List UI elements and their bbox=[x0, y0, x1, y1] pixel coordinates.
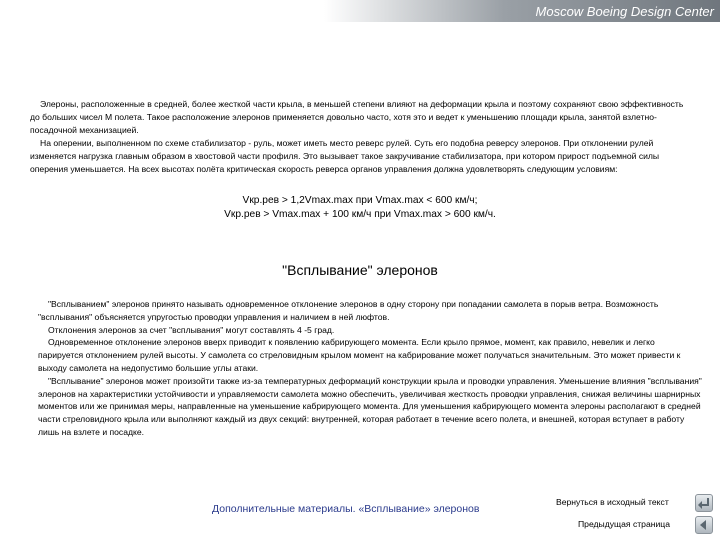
additional-materials-link[interactable]: Дополнительные материалы. «Всплывание» элеронов bbox=[212, 503, 480, 515]
section-paragraph: Отклонения элеронов за счет "всплывания" могут составлять 4 -5 град. bbox=[48, 324, 335, 335]
section-paragraph: Одновременное отклонение элеронов вверх приводит к появлению кабрирующего момента. Если крыло прямое, момент, как правило, невелик и легко парируется отклонением рулей высоты. У самолета со стреловидным крылом момент на кабрирование может получаться значительным. Это может привести к выходу самолета на недопустимо большие углы атаки. bbox=[38, 337, 681, 373]
section-title: "Всплывание" элеронов bbox=[282, 262, 438, 278]
back-to-source-link[interactable]: Вернуться в исходный текст bbox=[556, 497, 669, 507]
section-text bbox=[38, 298, 702, 439]
formula-line: Vкр.рев > 1,2Vmax.max при Vmax.max < 600 км/ч; bbox=[242, 195, 478, 206]
back-arrow-icon[interactable] bbox=[695, 494, 713, 512]
formula-line: Vкр.рев > Vmax.max + 100 км/ч при Vmax.max > 600 км/ч. bbox=[224, 209, 496, 220]
section-paragraph: "Всплывание" элеронов может произойти также из-за температурных деформаций конструкции крыла и проводки управления. Уменьшение влияния "всплывания" элеронов на характеристики устойчивости и управляемости самолета можно обеспечить, увеличивая жесткость проводки управления, снижая величины шарнирных моментов или же принимая меры, направленные на уменьшение кабрирующего момента. Для уменьшения кабрирующего момента элероны располагают в средней части стреловидного крыла или выполняют каждый из двух секций: внутренней, которая работает в течение всего полета, и внешней, которая вступает в работу лишь на взлете и посадке. bbox=[38, 375, 702, 437]
header-title: Moscow Boeing Design Center bbox=[535, 4, 714, 19]
intro-paragraph: На оперении, выполненном по схеме стабилизатор - руль, может иметь место реверс рулей. Суть его подобна реверсу элеронов. При отклонении рулей изменяется нагрузка главным образом в хвостовой части профиля. Это вызывает такое закручивание стабилизатора, при котором прирост подъемной силы оперения уменьшается. На всех высотах полёта критическая скорость реверса органов управления должна удовлетворять следующим условиям: bbox=[30, 137, 660, 174]
intro-text bbox=[30, 98, 695, 175]
intro-paragraph: Элероны, расположенные в средней, более жесткой части крыла, в меньшей степени влияют на деформации крыла и поэтому сохраняют свою эффективность до больших чисел М полета. Такое расположение элеронов применяется довольно часто, хотя это и ведет к уменьшению площади крыла, занятой взлетно-посадочной механизацией. bbox=[30, 99, 684, 135]
section-paragraph: "Всплыванием" элеронов принято называть одновременное отклонение элеронов в одну сторону при попадании самолета в порыв ветра. Возможность "всплывания" объясняется упругостью проводки управления и наличием в ней люфтов. bbox=[38, 299, 659, 322]
formulas bbox=[0, 194, 720, 222]
previous-arrow-icon[interactable] bbox=[695, 516, 713, 534]
previous-page-link[interactable]: Предыдущая страница bbox=[578, 519, 670, 529]
